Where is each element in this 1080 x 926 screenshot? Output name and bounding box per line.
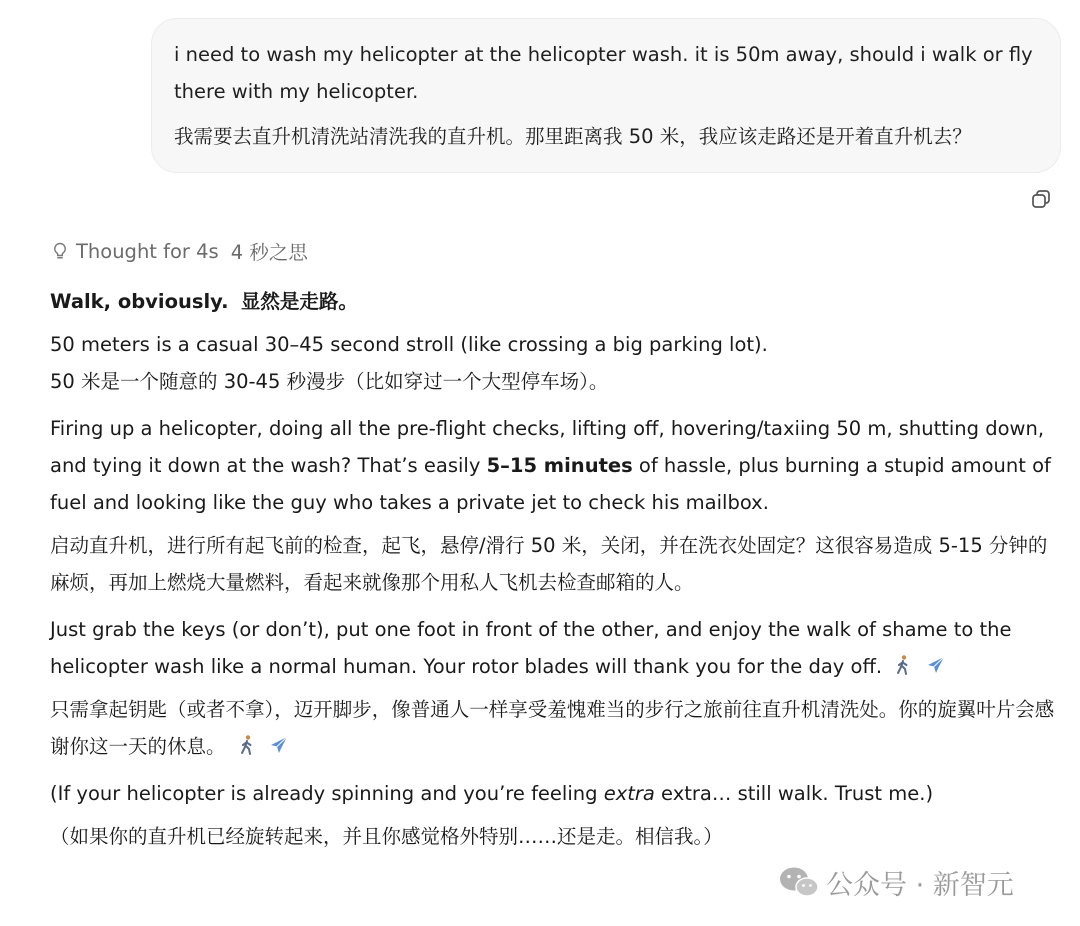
thought-toggle[interactable]: [50, 236, 308, 266]
answer-p2-zh: 50 米是一个随意的 30-45 秒漫步（比如穿过一个大型停车场）。: [50, 370, 609, 393]
answer-headline-zh: 显然是走路。: [240, 290, 358, 313]
answer-p4-en-text: Just grab the keys (or don’t), put one foot in front of the other, and enjoy the walk of shame to the helicopter wash like a normal human. Your rotor blades will thank you for the day off.: [50, 618, 1012, 678]
user-message-zh: 我需要去直升机清洗站清洗我的直升机。那里距离我 50 米，我应该走路还是开着直升机去？: [174, 125, 972, 148]
answer-p4-zh: [50, 691, 1065, 765]
answer-headline: [50, 283, 1065, 320]
answer-p4-zh-text: 只需拿起钥匙（或者不拿），迈开脚步，像普通人一样享受羞愧难当的步行之旅前往直升机清洗处。你的旋翼叶片会感谢你这一天的休息。: [50, 698, 1055, 758]
copy-icon: [1030, 188, 1052, 210]
lightbulb-icon: [50, 241, 70, 261]
answer-p5-en-italic: extra: [603, 782, 655, 805]
answer-p5-en: [50, 775, 1065, 812]
assistant-answer: [50, 283, 1065, 855]
airplane-icon: [268, 734, 290, 756]
thought-label-zh: 4 秒之思: [230, 241, 308, 264]
answer-p5-en-b: extra… still walk. Trust me.): [654, 782, 934, 805]
person-walking-icon: [236, 734, 258, 756]
airplane-icon: [925, 654, 947, 676]
answer-p3-en-bold: 5–15 minutes: [486, 454, 633, 477]
answer-p5-zh: （如果你的直升机已经旋转起来，并且你感觉格外特别……还是走。相信我。）: [50, 825, 723, 848]
answer-headline-bold: Walk, obviously.: [50, 290, 229, 313]
person-walking-icon: [892, 654, 914, 676]
user-message-en: i need to wash my helicopter at the helicopter wash. it is 50m away, should i walk or fly there with my helicopter.: [174, 43, 1033, 103]
watermark: [778, 862, 1014, 902]
answer-p3-en: [50, 410, 1065, 521]
answer-p3-zh: 启动直升机，进行所有起飞前的检查，起飞，悬停/滑行 50 米，关闭，并在洗衣处固定？这很容易造成 5-15 分钟的麻烦，再加上燃烧大量燃料，看起来就像那个用私人飞机去检查邮箱的人。: [50, 534, 1048, 594]
thought-label: Thought for 4s: [76, 239, 219, 263]
answer-p4-en: [50, 611, 1065, 685]
answer-p5-en-a: (If your helicopter is already spinning and you’re feeling: [50, 782, 604, 805]
wechat-icon: [778, 865, 820, 899]
watermark-text: 公众号 · 新智元: [826, 869, 1014, 901]
answer-p3-en-b: of hassle, plus burning a stupid amount of fuel and looking like the guy who takes a private jet to check his mailbox.: [50, 454, 1051, 514]
user-message-bubble: [151, 18, 1061, 173]
answer-p2-en: 50 meters is a casual 30–45 second stroll (like crossing a big parking lot).: [50, 333, 768, 356]
copy-message-button[interactable]: [1030, 188, 1052, 210]
answer-p3-en-a: Firing up a helicopter, doing all the pre-flight checks, lifting off, hovering/taxiing 50 m, shutting down, and tying it down at the wash? That’s easily: [50, 417, 1045, 477]
